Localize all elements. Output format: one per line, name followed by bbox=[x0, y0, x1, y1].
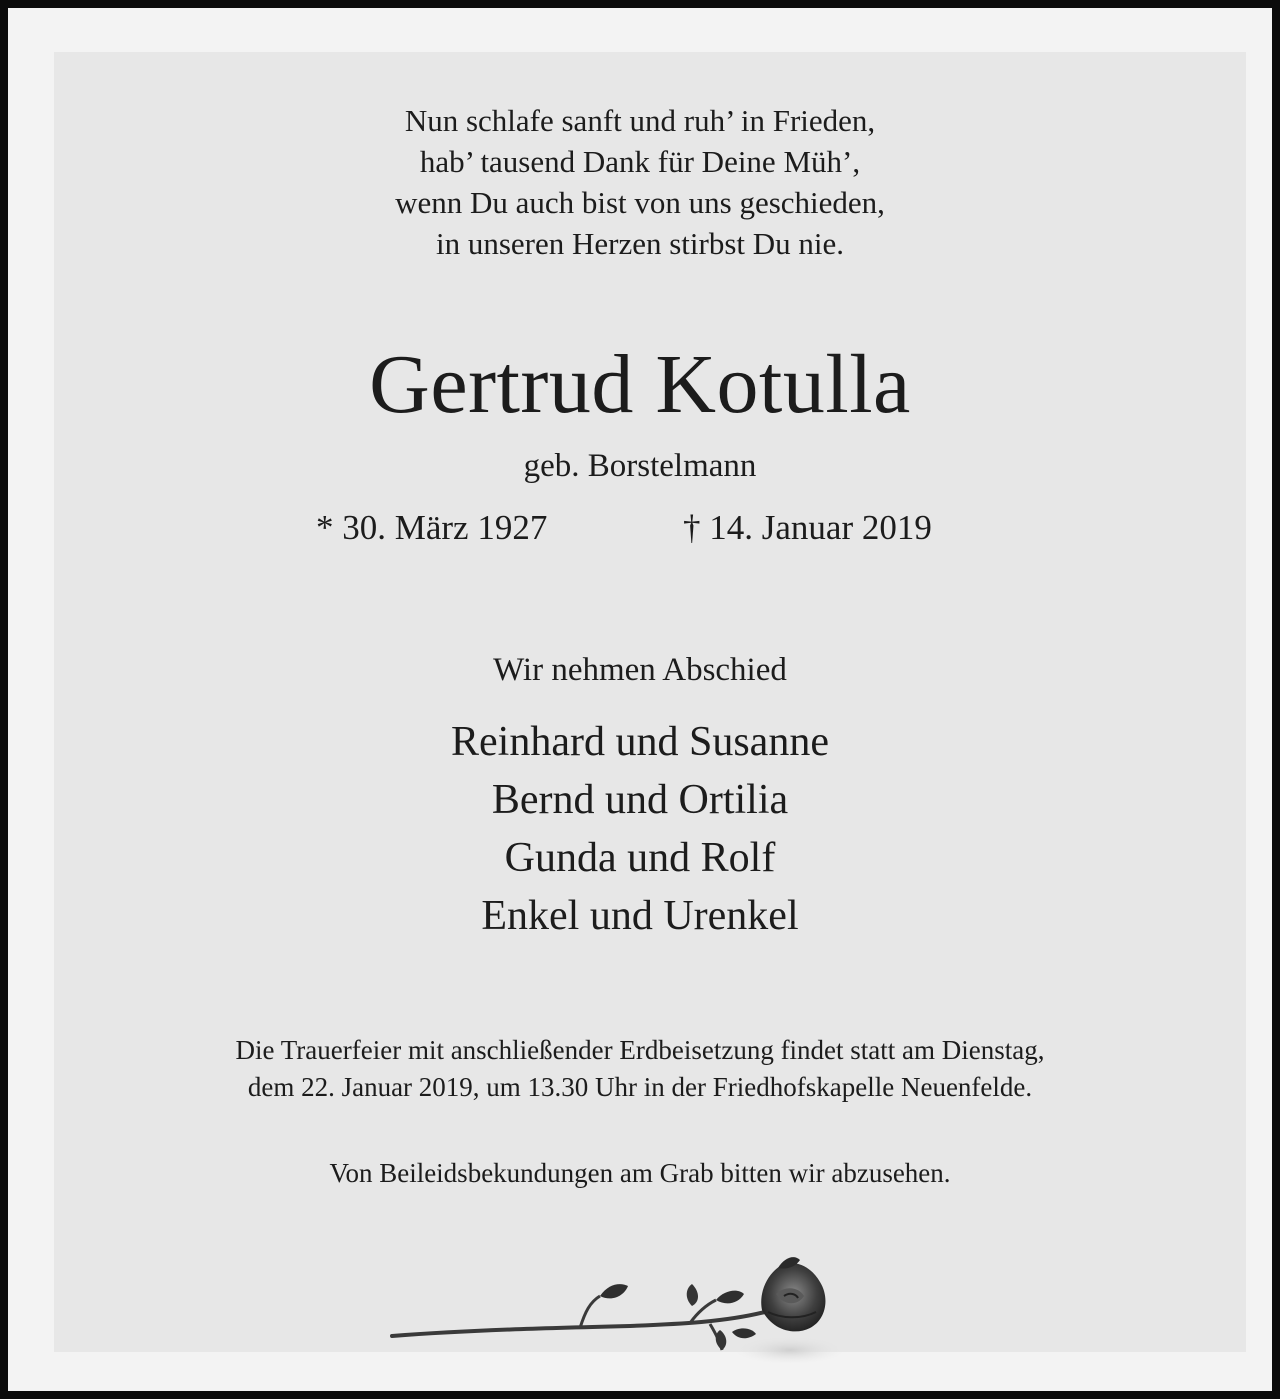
mourners-list bbox=[0, 713, 1280, 945]
mourner-line: Reinhard und Susanne bbox=[451, 719, 829, 765]
mourner-line: Enkel und Urenkel bbox=[481, 893, 799, 939]
mourner-line: Bernd und Ortilia bbox=[491, 777, 789, 823]
deceased-name: Gertrud Kotulla bbox=[369, 338, 911, 431]
maiden-name: geb. Borstelmann bbox=[523, 448, 757, 484]
poem-line: Nun schlafe sanft und ruh’ in Frieden, bbox=[404, 103, 876, 138]
farewell-intro: Wir nehmen Abschied bbox=[493, 652, 787, 688]
poem-line: hab’ tausend Dank für Deine Müh’, bbox=[419, 144, 861, 179]
poem-line: wenn Du auch bist von uns geschieden, bbox=[395, 185, 885, 220]
ceremony-line: dem 22. Januar 2019, um 13.30 Uhr in der Friedhofskapelle Neuenfelde. bbox=[247, 1072, 1033, 1102]
ceremony-info bbox=[0, 1032, 1280, 1106]
birth-date: * 30. März 1927 bbox=[316, 508, 548, 547]
condolence-request: Von Beileidsbekundungen am Grab bitten wir abzusehen. bbox=[329, 1158, 951, 1188]
death-date: † 14. Januar 2019 bbox=[683, 508, 932, 547]
ceremony-line: Die Trauerfeier mit anschließender Erdbeisetzung findet statt am Dienstag, bbox=[235, 1035, 1045, 1065]
rose-icon bbox=[380, 1250, 850, 1370]
poem-line: in unseren Herzen stirbst Du nie. bbox=[435, 226, 845, 261]
mourner-line: Gunda und Rolf bbox=[504, 835, 776, 881]
poem bbox=[0, 100, 1280, 264]
